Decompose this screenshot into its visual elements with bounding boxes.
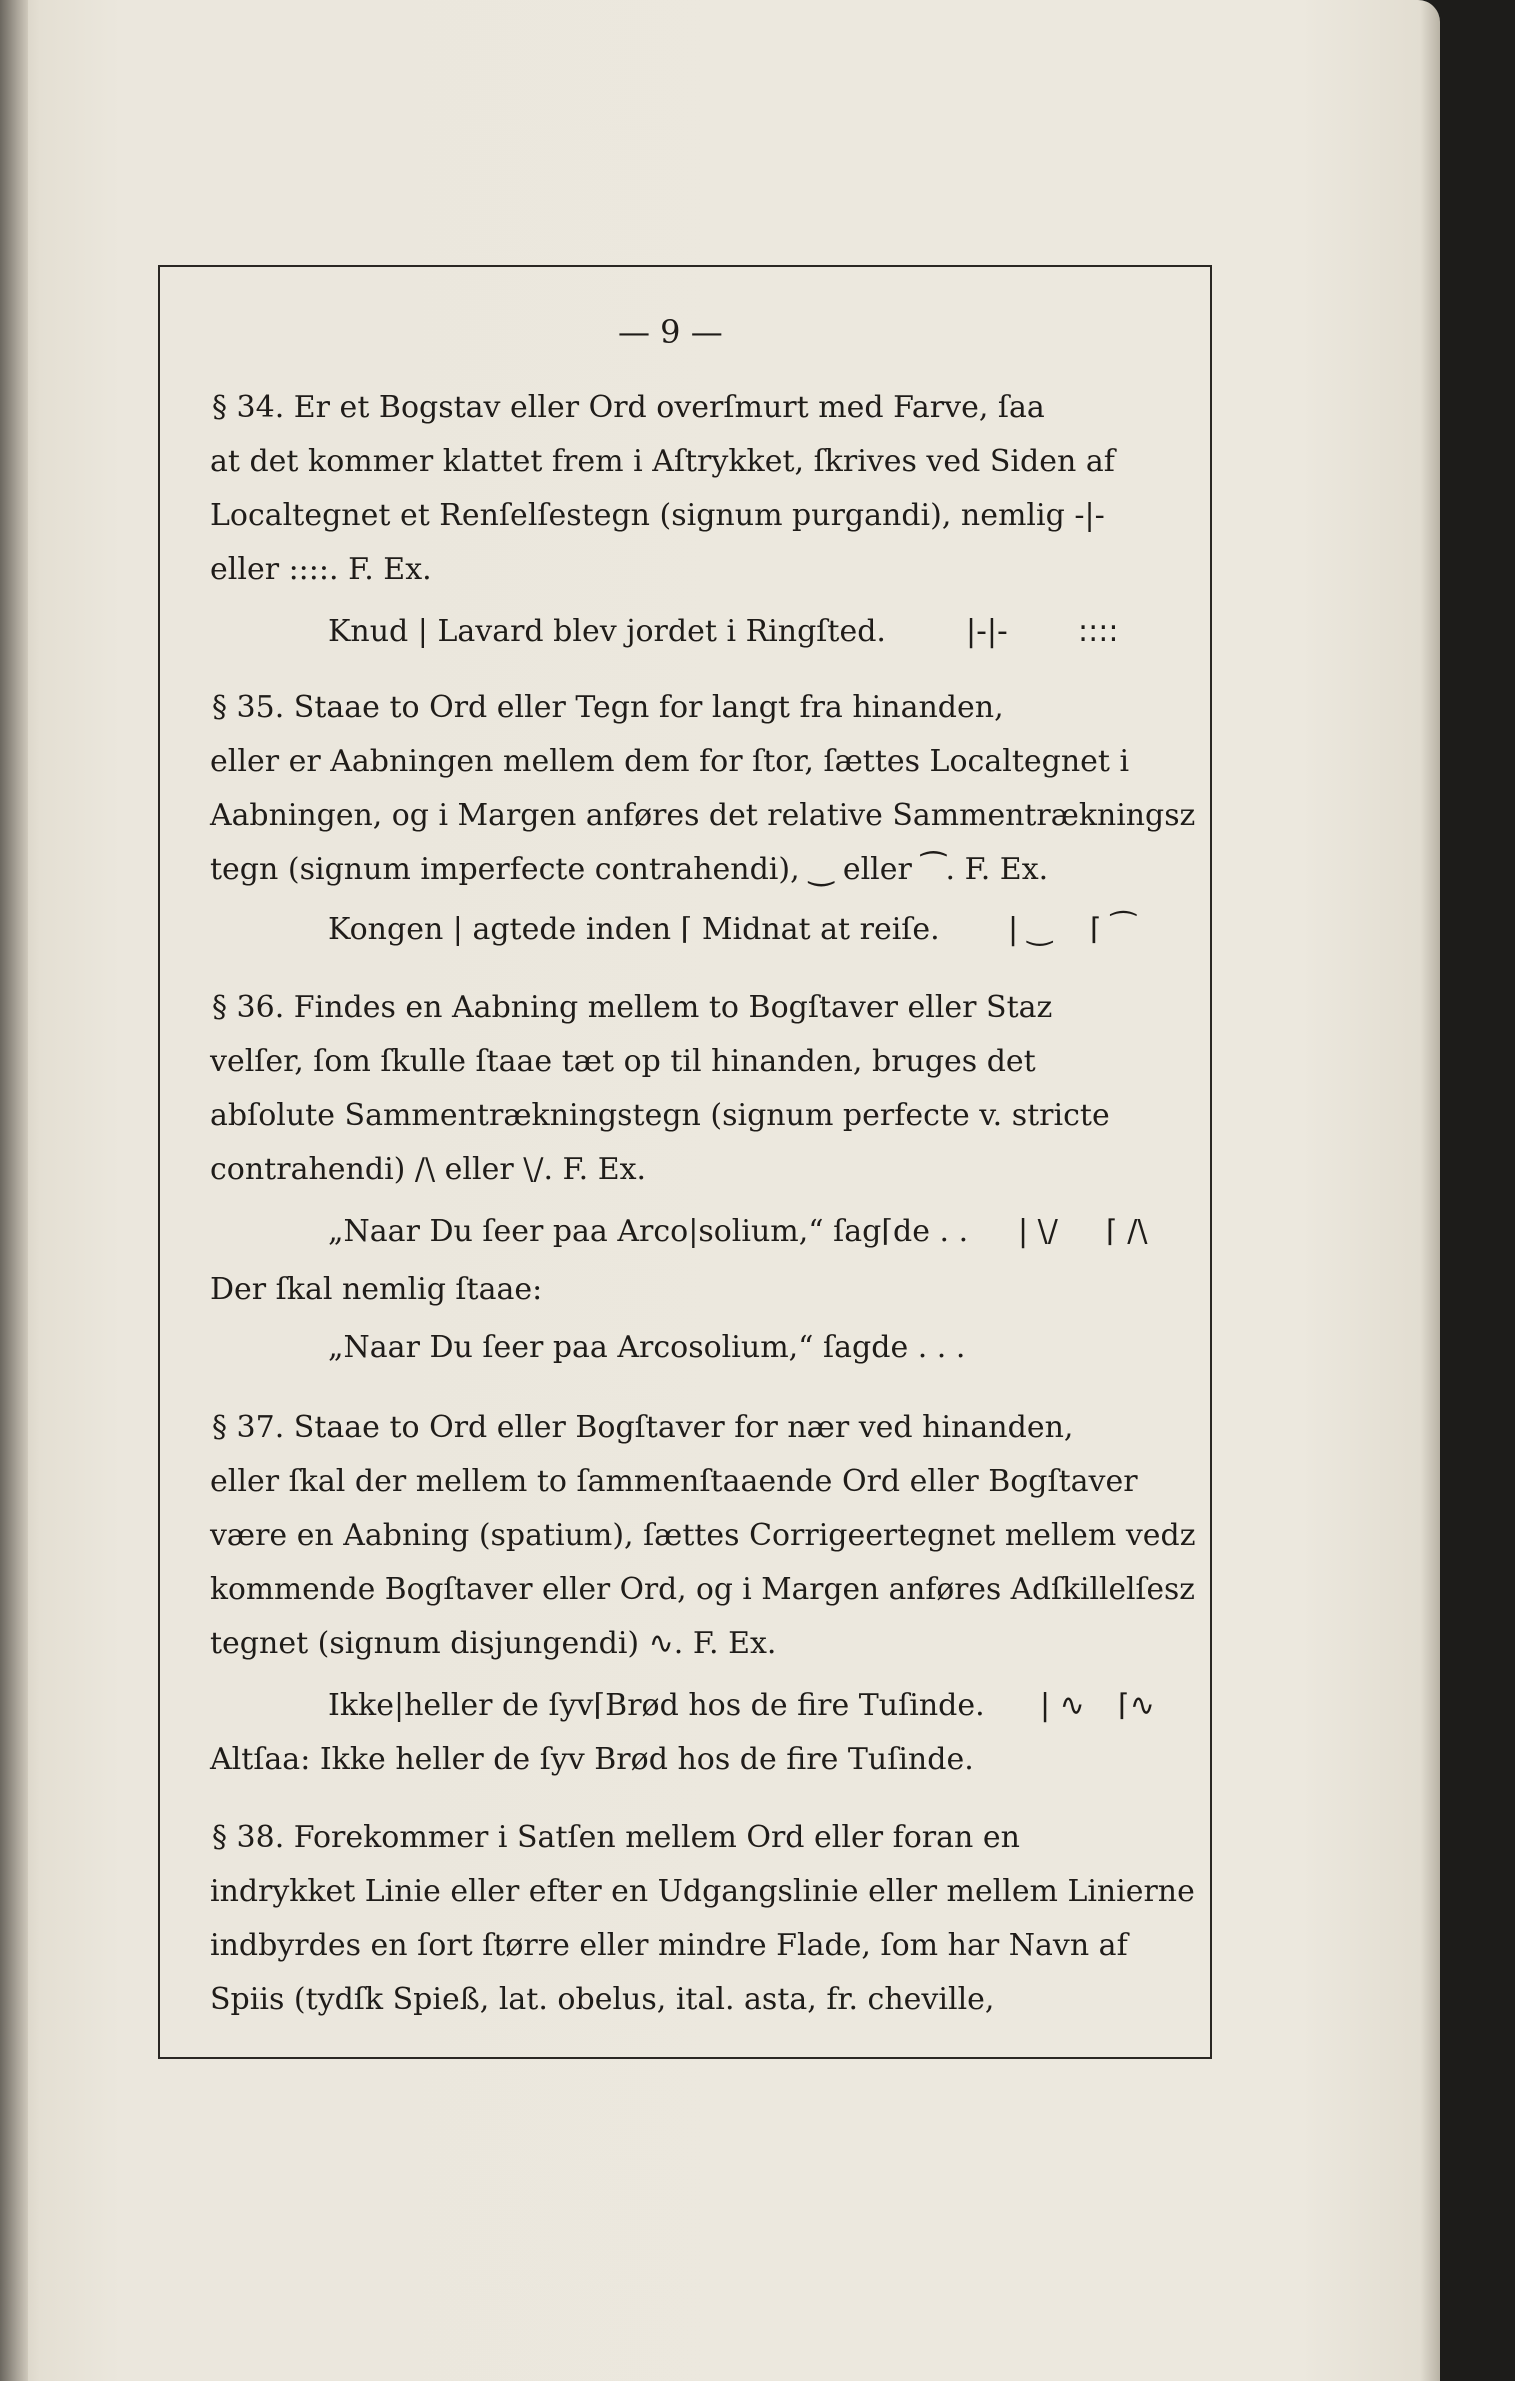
- example-36-mark-1: | \/: [1018, 1214, 1058, 1249]
- para-34-line-2: at det kommer klattet frem i Aſtrykket, ſkrives ved Siden af: [210, 444, 1115, 479]
- example-37-mark-2: ⌈∿: [1118, 1688, 1155, 1723]
- para-37-line-2: eller ſkal der mellem to ſammenſtaaende Ord eller Bogſtaver: [210, 1464, 1138, 1499]
- page-number: — 9 —: [618, 313, 723, 351]
- example-36-line-1: „Naar Du ſeer paa Arco|solium,“ ſag⌈de . .: [328, 1214, 969, 1249]
- para-36-line-3: abſolute Sammentrækningstegn (signum perfecte v. stricte: [210, 1098, 1110, 1133]
- para-36-line-4: contrahendi) /\ eller \/. F. Ex.: [210, 1152, 647, 1187]
- para-36-line-1: § 36. Findes en Aabning mellem to Bogſtaver eller Staz: [212, 990, 1053, 1025]
- example-37-mark-1: | ∿: [1040, 1688, 1085, 1723]
- para-37-line-1: § 37. Staae to Ord eller Bogſtaver for nær ved hinanden,: [212, 1410, 1074, 1445]
- para-35-line-3: Aabningen, og i Margen anføres det relative Sammentrækningsz: [210, 798, 1196, 833]
- para-35-line-1: § 35. Staae to Ord eller Tegn for langt fra hinanden,: [212, 690, 1004, 725]
- example-35-mark-1: | ‿: [1008, 912, 1052, 947]
- para-37-line-4: kommende Bogſtaver eller Ord, og i Margen anføres Adſkillelſesz: [210, 1572, 1195, 1607]
- example-34-text: Knud | Lavard blev jordet i Ringſted.: [328, 614, 886, 649]
- para-38-line-2: indrykket Linie eller efter en Udgangslinie eller mellem Linierne: [210, 1874, 1195, 1909]
- para-37-line-3: være en Aabning (spatium), ſættes Corrigeertegnet mellem vedz: [210, 1518, 1196, 1553]
- book-spine: [0, 0, 28, 2381]
- para-38-line-3: indbyrdes en ſort ſtørre eller mindre Flade, ſom har Navn af: [210, 1928, 1128, 1963]
- example-35-text: Kongen | agtede inden ⌈ Midnat at reiſe.: [328, 912, 940, 947]
- para-38-line-1: § 38. Forekommer i Satſen mellem Ord eller foran en: [212, 1820, 1020, 1855]
- para-38-line-4: Spiis (tydſk Spieß, lat. obelus, ital. asta, fr. cheville,: [210, 1982, 995, 2017]
- example-37-line-1: Ikke|heller de ſyv⌈Brød hos de fire Tuſinde.: [328, 1688, 985, 1723]
- para-35-line-2: eller er Aabningen mellem dem for ſtor, ſættes Localtegnet i: [210, 744, 1130, 779]
- example-36-line-2: Der ſkal nemlig ſtaae:: [210, 1272, 543, 1307]
- example-37-line-2: Altſaa: Ikke heller de ſyv Brød hos de fire Tuſinde.: [210, 1742, 974, 1777]
- example-36-mark-2: ⌈ /\: [1106, 1214, 1148, 1249]
- para-36-line-2: velſer, ſom ſkulle ſtaae tæt op til hinanden, bruges det: [210, 1044, 1036, 1079]
- example-34-mark-1: |-|-: [966, 614, 1008, 649]
- example-34-mark-2: ::::: [1078, 614, 1119, 649]
- para-34-line-1: § 34. Er et Bogstav eller Ord overſmurt med Farve, ſaa: [212, 390, 1045, 425]
- example-36-line-3: „Naar Du ſeer paa Arcosolium,“ ſagde . . .: [328, 1330, 966, 1365]
- para-34-line-4: eller ::::. F. Ex.: [210, 552, 432, 587]
- para-34-line-3: Localtegnet et Renſelſestegn (signum purgandi), nemlig -|-: [210, 498, 1105, 533]
- example-35-mark-2: ⌈ ⁀: [1090, 912, 1136, 947]
- para-35-line-4: tegn (signum imperfecte contrahendi), ‿ eller ⁀. F. Ex.: [210, 852, 1049, 887]
- para-37-line-5: tegnet (signum disjungendi) ∿. F. Ex.: [210, 1626, 777, 1661]
